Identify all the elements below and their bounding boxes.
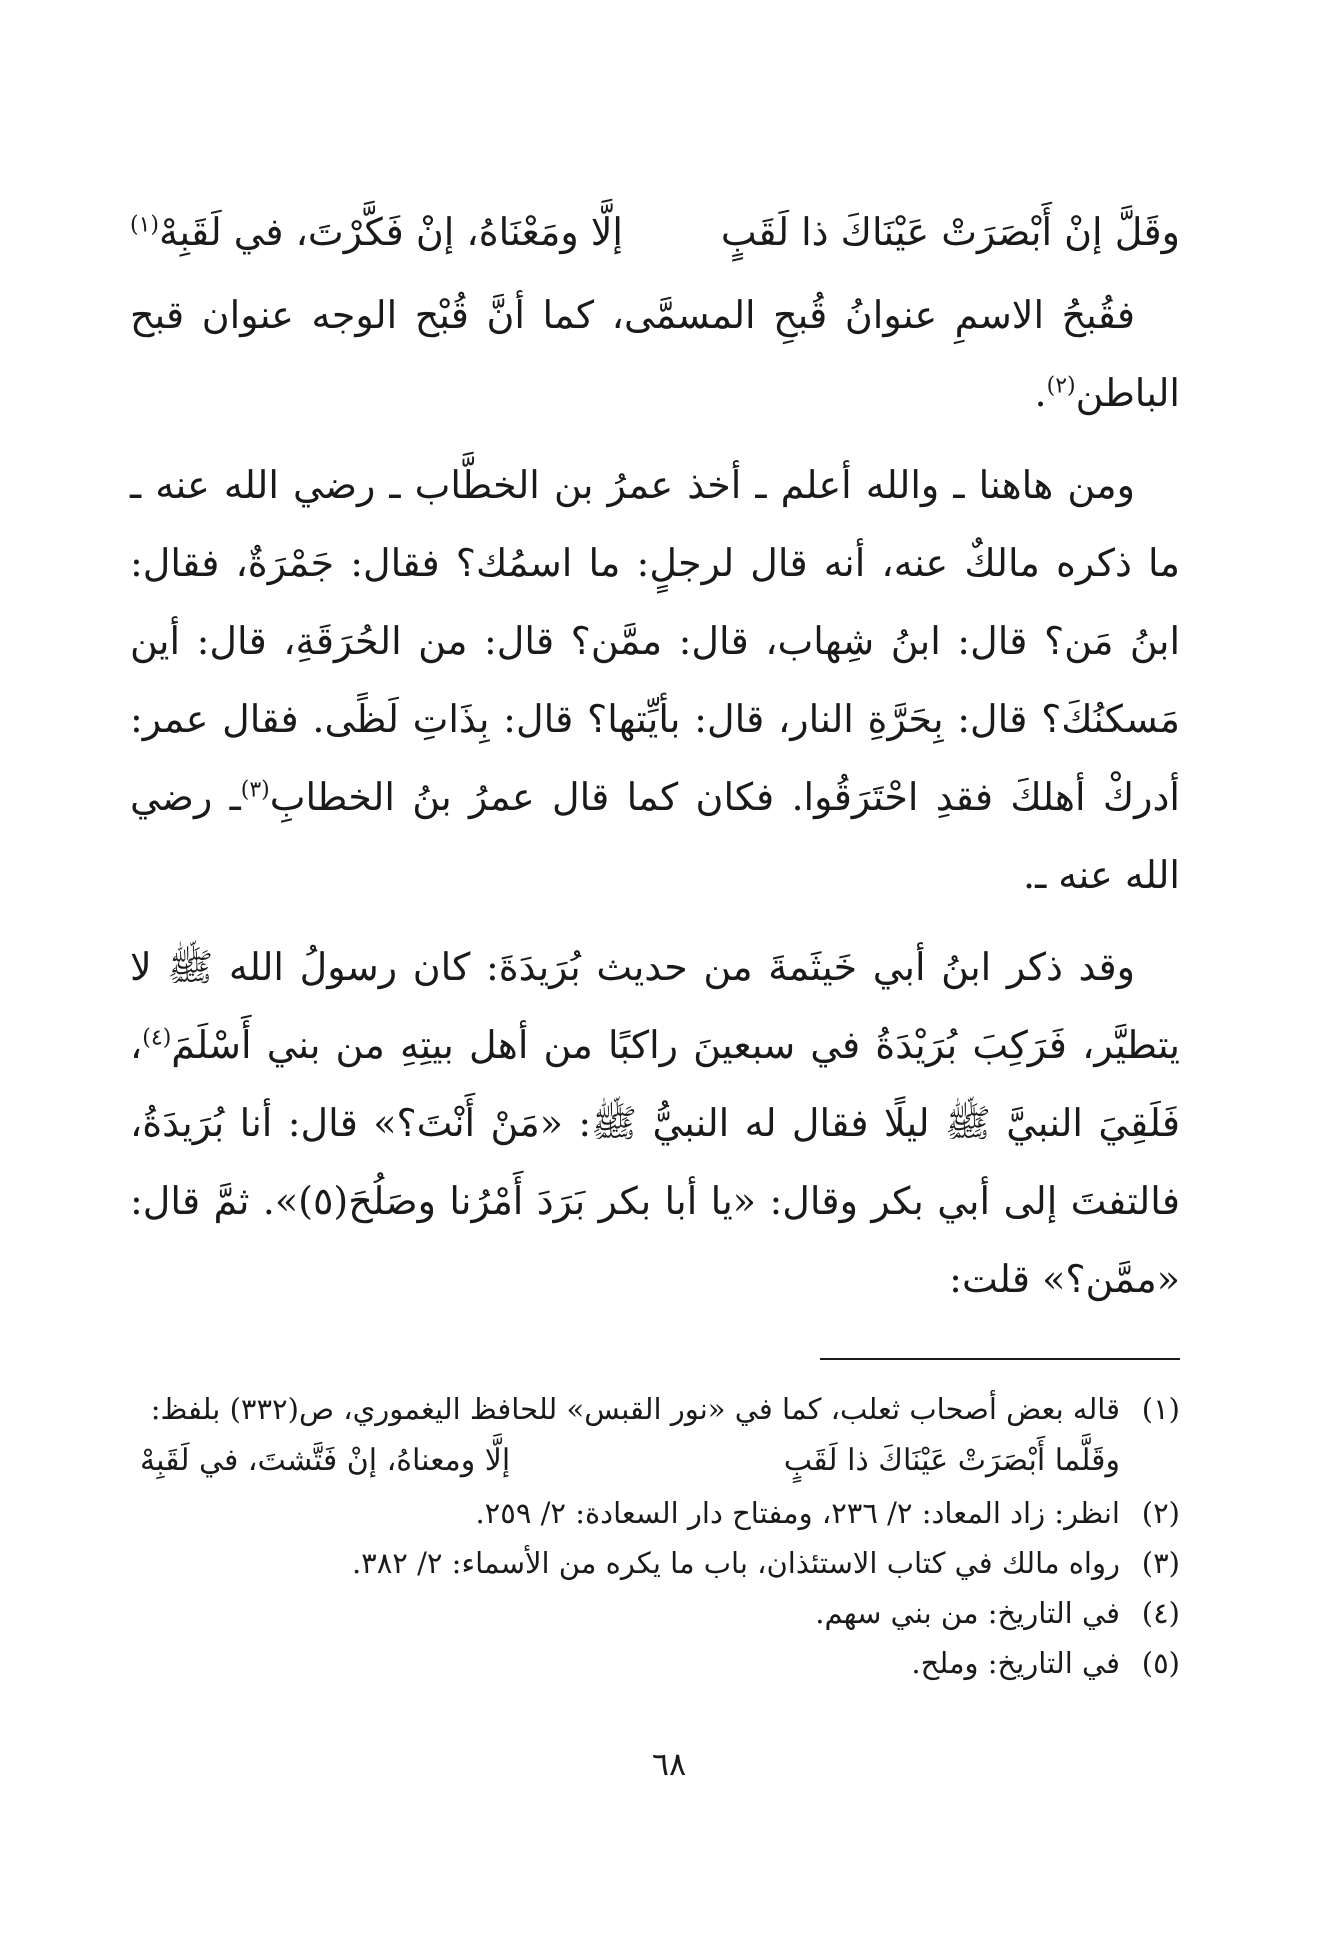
footnote-3-text: رواه مالك في كتاب الاستئذان، باب ما يكره من الأسماء: ٢/ ٣٨٢. bbox=[351, 1546, 1120, 1580]
footnote-1-text: قاله بعض أصحاب ثعلب، كما في «نور القبس» للحافظ اليغموري، ص(٣٣٢) بلفظ: bbox=[150, 1392, 1120, 1426]
footnote-1-number: (١) bbox=[1141, 1392, 1180, 1426]
footnote-3 bbox=[130, 1538, 1180, 1588]
paragraph-3-tail: ، فَلَقِيَ النبيَّ ﷺ ليلًا فقال له النبيُّ ﷺ: «مَنْ أَنْتَ؟» قال: أنا بُرَيدَةُ، فالتفتَ إلى أبي بكر وقال: «يا أبا بكر بَرَدَ أَمْرُنا وصَلُحَ(٥)». ثمَّ قال: «ممَّن؟» قلت: bbox=[130, 1023, 1180, 1301]
footnote-4 bbox=[130, 1588, 1180, 1638]
paragraph-3 bbox=[130, 928, 1180, 1318]
verse-first-hemistich: وقَلَّ إنْ أَبْصَرَتْ عَيْنَاكَ ذا لَقَبٍ bbox=[720, 210, 1180, 254]
paragraph-3-text: وقد ذكر ابنُ أبي خَيثَمةَ من حديث بُرَيدَةَ: كان رسولُ الله ﷺ لا يتطيَّر، فَرَكِبَ بُرَيْدَةُ في سبعينَ راكبًا من أهل بيتِهِ من بني أَسْلَمَ bbox=[130, 945, 1180, 1067]
footnote-verse bbox=[130, 1434, 1180, 1488]
footnote-5 bbox=[130, 1638, 1180, 1688]
paragraph-2-text: ومن هاهنا ـ والله أعلم ـ أخذ عمرُ بن الخطَّاب ـ رضي الله عنه ـ ما ذكره مالكٌ عنه، أنه قال لرجلٍ: ما اسمُك؟ فقال: جَمْرَةٌ، فقال: ابنُ مَن؟ قال: ابنُ شِهاب، قال: ممَّن؟ قال: من الحُرَقَةِ، قال: أين مَسكنُكَ؟ قال: بِحَرَّةِ النار، قال: بأيِّتها؟ قال: بِذَاتِ لَظًى. فقال عمر: أدركْ أهلكَ فقدِ احْتَرَقُوا. فكان كما قال عمرُ بنُ الخطابِ bbox=[130, 463, 1180, 819]
verse-second-text: إلَّا ومَعْنَاهُ، إنْ فَكَّرْتَ، في لَقَبِهْ bbox=[159, 210, 623, 254]
footnote-divider bbox=[820, 1358, 1180, 1360]
paragraph-1 bbox=[130, 276, 1180, 432]
paragraph-2-tail: ـ رضي الله عنه ـ. bbox=[130, 775, 1180, 897]
footnote-2-text: انظر: زاد المعاد: ٢/ ٢٣٦، ومفتاح دار السعادة: ٢/ ٢٥٩. bbox=[475, 1496, 1120, 1530]
page-number: ٦٨ bbox=[651, 1745, 687, 1783]
verse-second-hemistich bbox=[130, 200, 623, 264]
footnote-2-number: (٢) bbox=[1141, 1496, 1180, 1530]
footnote-ref-1[interactable]: (١) bbox=[130, 212, 160, 238]
footnote-ref-4[interactable]: (٤) bbox=[142, 1025, 172, 1051]
footnote-verse-first: وقَلَّما أَبْصَرَتْ عَيْنَاكَ ذا لَقَبٍ bbox=[783, 1443, 1120, 1478]
footnote-ref-3[interactable]: (٣) bbox=[240, 777, 270, 803]
footnote-4-text: في التاريخ: من بني سهم. bbox=[815, 1596, 1120, 1630]
footnote-5-text: في التاريخ: وملح. bbox=[911, 1646, 1120, 1680]
footnote-verse-second: إلَّا ومعناهُ، إنْ فَتَّشتَ، في لَقَبِهْ bbox=[140, 1443, 511, 1478]
paragraph-1-text: فقُبحُ الاسمِ عنوانُ قُبحِ المسمَّى، كما أنَّ قُبْح الوجه عنوان قبح الباطن bbox=[130, 293, 1180, 415]
footnote-2 bbox=[130, 1488, 1180, 1538]
paragraph-2 bbox=[130, 446, 1180, 914]
page-body bbox=[130, 200, 1180, 1688]
footnote-3-number: (٣) bbox=[1141, 1546, 1180, 1580]
footnote-4-number: (٤) bbox=[1141, 1596, 1180, 1630]
footnote-1 bbox=[130, 1384, 1180, 1434]
footnote-ref-2[interactable]: (٢) bbox=[1046, 373, 1076, 399]
footnote-5-number: (٥) bbox=[1141, 1646, 1180, 1680]
paragraph-1-tail: . bbox=[1034, 371, 1047, 415]
poem-verse bbox=[130, 200, 1180, 264]
